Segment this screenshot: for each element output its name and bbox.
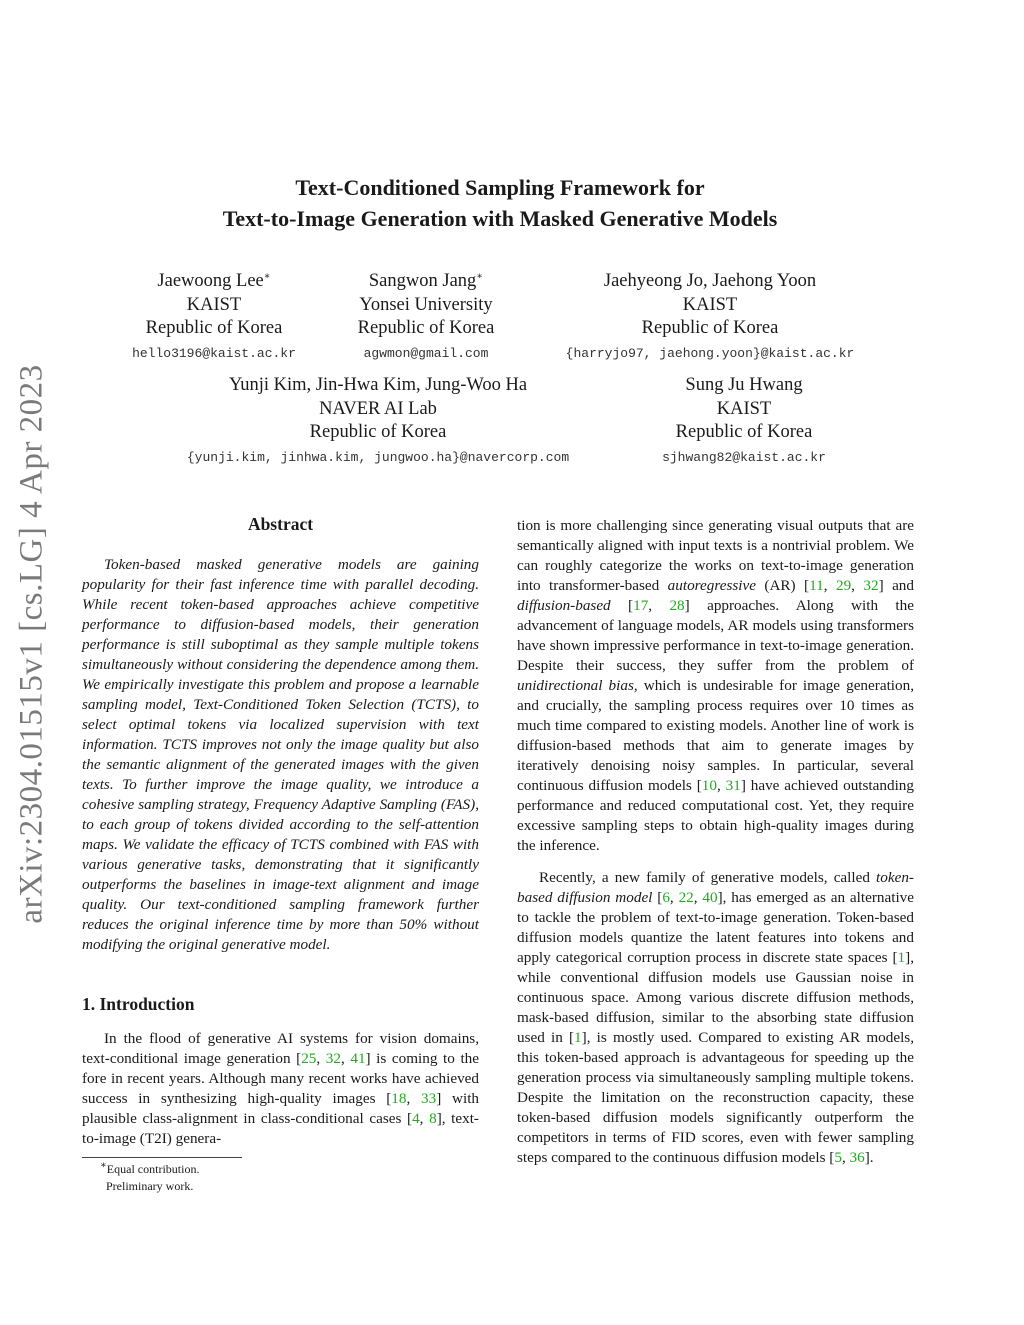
intro-body (82, 1029, 479, 1149)
emphasis: token-based diffusion model (517, 869, 914, 906)
text-run: [ (610, 597, 634, 614)
text-run: (AR) [ (755, 577, 810, 594)
text-run: ] is coming to the fore in recent years. Although many recent works have achieved success in synthesizing high-quality images [ (82, 1050, 479, 1107)
abstract-heading: Abstract (247, 514, 314, 534)
author-email[interactable]: hello3196@kaist.ac.kr (132, 345, 296, 361)
text-run: , (648, 597, 670, 614)
citation-link[interactable]: 1 (897, 949, 906, 966)
citation-link[interactable]: 33 (421, 1090, 437, 1107)
text-run: , (340, 1050, 351, 1067)
citation-link[interactable]: 10 (701, 777, 717, 794)
footnote (100, 1161, 199, 1195)
author-name: Yunji Kim, Jin-Hwa Kim, Jung-Woo Ha (228, 375, 528, 395)
citation-link[interactable]: 29 (835, 577, 852, 594)
citation-link[interactable]: 17 (633, 597, 649, 614)
text-run: ] approaches. Along with the advancement of language models, AR models using transformers have shown impressive performance in text-to-image generation. Despite their success, they suffer from the problem of (517, 597, 914, 674)
citation-link[interactable]: 31 (725, 777, 741, 794)
author-country: Republic of Korea (641, 318, 779, 338)
text-run: Recently, a new family of generative models, called (539, 869, 877, 886)
equal-contribution-mark: ∗ (476, 270, 484, 282)
text-run: , (716, 777, 726, 794)
citation-link[interactable]: 36 (849, 1149, 865, 1166)
author-name: Sangwon Jang (368, 271, 477, 291)
author-affiliation: KAIST (716, 398, 772, 419)
author-email[interactable]: sjhwang82@kaist.ac.kr (662, 449, 826, 465)
author-block-2 (326, 270, 526, 365)
text-run: ]. (864, 1149, 874, 1166)
text-run: ] with plausible class-alignment in class-conditional cases [ (82, 1090, 480, 1127)
author-block-5 (630, 374, 858, 469)
footnote-rule (82, 1157, 242, 1158)
text-run: ], while conventional diffusion models use Gaussian noise in continuous space. Among various discrete diffusion methods, mask-based diffusion, similar to the absorbing state diffusion used in [ (517, 949, 914, 1046)
text-run: ] and (878, 577, 914, 594)
text-run: In the flood of generative AI systems for vision domains, text-conditional image generation [ (82, 1030, 479, 1067)
emphasis: unidirectional bias (517, 677, 634, 694)
text-run: ] have achieved outstanding performance and reduced computational cost. Yet, they require excessive sampling steps to obtain high-quality images during the inference. (517, 777, 914, 854)
citation-link[interactable]: 32 (325, 1050, 341, 1067)
author-name: Sung Ju Hwang (685, 375, 803, 395)
author-name: Jaehyeong Jo, Jaehong Yoon (603, 271, 817, 291)
equal-contribution-mark: ∗ (263, 270, 271, 282)
right-paragraph-1 (517, 516, 914, 856)
citation-link[interactable]: 25 (301, 1050, 317, 1067)
citation-link[interactable]: 11 (809, 577, 824, 594)
author-block-1 (100, 270, 328, 365)
text-run: , (406, 1090, 422, 1107)
author-block-4 (130, 374, 626, 469)
citation-link[interactable]: 5 (834, 1149, 842, 1166)
author-affiliation: KAIST (186, 294, 242, 315)
citation-link[interactable]: 40 (702, 889, 718, 906)
section-heading-introduction: 1. Introduction (82, 994, 195, 1014)
title-line-2: Text-to-Image Generation with Masked Generative Models (222, 206, 778, 231)
text-run: , (693, 889, 703, 906)
footnote-equal-contribution: Equal contribution. (106, 1162, 200, 1176)
text-run: ], is mostly used. Compared to existing AR models, this token-based approach is advantageous for speeding up the generation process via simultaneously sampling multiple tokens. Despite the limitation on the reconstruction capacity, these token-based diffusion models significantly outperform the competitors in terms of FID scores, even with fewer sampling steps compared to the continuous diffusion models [ (517, 1029, 914, 1166)
emphasis: autoregressive (667, 577, 756, 594)
right-paragraph-2 (517, 868, 914, 1168)
author-name: Jaewoong Lee (157, 271, 264, 291)
author-block-3 (530, 270, 890, 365)
citation-link[interactable]: 41 (350, 1050, 366, 1067)
text-run: [ (652, 889, 663, 906)
abstract-text: Token-based masked generative models are gaining popularity for their fast inference time with parallel decoding. While recent token-based approaches achieve competitive performance to diffusion-based models, their generation performance is still suboptimal as they sample multiple tokens simultaneously without considering the dependence among them. We empirically investigate this problem and propose a learnable sampling model, Text-Conditioned Token Selection (TCTS), to select optimal tokens via localized supervision with text information. TCTS improves not only the image quality but also the semantic alignment of the generated images with the given texts. To further improve the image quality, we introduce a cohesive sampling strategy, Frequency Adaptive Sampling (FAS), to each group of tokens divided according to the self-attention maps. We validate the efficacy of TCTS combined with FAS with various generative tasks, demonstrating that it significantly outperforms the baselines in image-text alignment and image quality. Our text-conditioned sampling framework further reduces the original inference time by more than 50% without modifying the original generative model. (82, 556, 479, 953)
citation-link[interactable]: 8 (429, 1110, 437, 1127)
text-run: , (316, 1050, 326, 1067)
citation-link[interactable]: 32 (863, 577, 879, 594)
citation-link[interactable]: 18 (391, 1090, 407, 1107)
text-run: ], text-to-image (T2I) genera- (82, 1110, 479, 1147)
footnote-preliminary: Preliminary work. (106, 1179, 194, 1193)
paper-title (0, 172, 1000, 234)
author-affiliation: KAIST (682, 294, 738, 315)
author-country: Republic of Korea (675, 422, 813, 442)
citation-link[interactable]: 6 (662, 889, 670, 906)
citation-link[interactable]: 22 (678, 889, 694, 906)
emphasis: diffusion-based (517, 597, 611, 614)
intro-paragraph-1 (82, 1029, 479, 1149)
citation-link[interactable]: 4 (412, 1110, 420, 1127)
text-run: ], has emerged as an alternative to tackle the problem of text-to-image generation. Token-based diffusion models quantize the latent features into tokens and apply categorical corruption process in discrete state spaces [ (517, 889, 915, 966)
text-run: , (419, 1110, 430, 1127)
author-email[interactable]: {yunji.kim, jinhwa.kim, jungwoo.ha}@navercorp.com (186, 449, 570, 465)
title-line-1: Text-Conditioned Sampling Framework for (295, 175, 705, 200)
abstract-body (82, 555, 479, 955)
author-email[interactable]: {harryjo97, jaehong.yoon}@kaist.ac.kr (565, 345, 855, 361)
citation-link[interactable]: 28 (669, 597, 685, 614)
author-country: Republic of Korea (145, 318, 283, 338)
text-run: , (669, 889, 679, 906)
right-column (517, 516, 914, 1168)
author-affiliation: Yonsei University (359, 294, 493, 315)
text-run: tion is more challenging since generating visual outputs that are semantically aligned with input texts is a nontrivial problem. We can roughly categorize the works on text-to-image generation into transformer-based (517, 517, 914, 594)
arxiv-id-stamp: arXiv:2304.01515v1 [cs.LG] 4 Apr 2023 (13, 364, 50, 924)
author-country: Republic of Korea (357, 318, 495, 338)
author-email[interactable]: agwmon@gmail.com (363, 345, 489, 361)
text-run: , (841, 1149, 850, 1166)
author-country: Republic of Korea (309, 422, 447, 442)
author-affiliation: NAVER AI Lab (319, 398, 437, 419)
arxiv-sidebar (10, 362, 54, 927)
footnote-mark: ∗ (100, 1160, 107, 1171)
text-run: , (851, 577, 864, 594)
citation-link[interactable]: 1 (574, 1029, 582, 1046)
text-run: , which is undesirable for image generation, and crucially, the sampling process requires over 10 times as much time compared to existing models. Another line of work is diffusion-based methods that aim to generate images by iteratively denoising noisy samples. In particular, several continuous diffusion models [ (517, 677, 914, 794)
text-run: , (823, 577, 836, 594)
